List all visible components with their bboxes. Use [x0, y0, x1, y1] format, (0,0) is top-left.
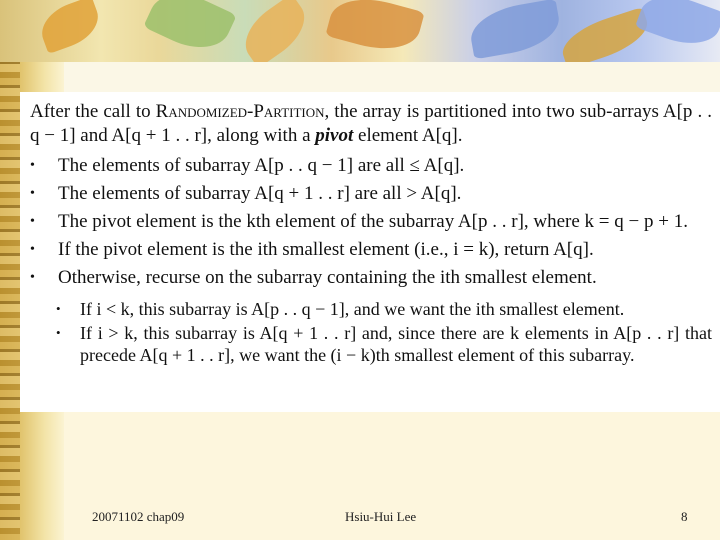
- intro-text: After the call to: [30, 101, 156, 122]
- bullet-text: The elements of subarray A[p . . q − 1] are all ≤ A[q].: [58, 155, 465, 176]
- bullet-icon: •: [30, 242, 35, 257]
- sub-bullet-list: [56, 298, 712, 366]
- bullet-list: [30, 154, 712, 290]
- leaf-banner: [0, 0, 720, 62]
- list-item: [30, 210, 712, 234]
- leaf-shape: [325, 0, 424, 59]
- sub-bullet-text: If i > k, this subarray is A[q + 1 . . r] and, since there are k elements in A[p . . r] that precede A[q + 1 . . r], we want the (i − k)th smallest element of this subarray.: [80, 323, 712, 365]
- list-item: [30, 154, 712, 178]
- procedure-name: Randomized-Partition: [155, 101, 325, 122]
- intro-text: element A[q].: [353, 125, 463, 146]
- list-item: [56, 298, 712, 320]
- leaf-shape: [635, 0, 720, 54]
- slide-body: [30, 100, 712, 368]
- list-item: [30, 182, 712, 206]
- footer-page-number: 8: [681, 509, 688, 524]
- list-item: [30, 238, 712, 262]
- footer-date: 20071102 chap09: [92, 509, 185, 524]
- list-item: [30, 266, 712, 290]
- bullet-icon: •: [30, 158, 35, 173]
- left-texture: [0, 0, 20, 540]
- header-gap: [64, 62, 720, 92]
- bullet-text: The pivot element is the kth element of the subarray A[p . . r], where k = q − p + 1.: [58, 211, 688, 232]
- pivot-term: pivot: [315, 125, 354, 146]
- list-item: [56, 322, 712, 366]
- bullet-icon: •: [30, 270, 35, 285]
- sub-bullet-text: If i < k, this subarray is A[p . . q − 1], and we want the ith smallest element.: [80, 299, 625, 319]
- bullet-icon: •: [56, 325, 61, 340]
- leaf-shape: [143, 0, 237, 61]
- bullet-text: Otherwise, recurse on the subarray containing the ith smallest element.: [58, 267, 597, 288]
- bullet-text: If the pivot element is the ith smallest element (i.e., i = k), return A[q].: [58, 239, 594, 260]
- bullet-icon: •: [30, 186, 35, 201]
- bullet-icon: •: [30, 214, 35, 229]
- intro-text: , the array is partitioned into two sub-arrays A[p . . q − 1] and A[q + 1 . . r], along with a: [30, 101, 712, 146]
- bullet-text: The elements of subarray A[q + 1 . . r] are all > A[q].: [58, 183, 462, 204]
- footer-author: Hsiu-Hui Lee: [345, 509, 417, 524]
- leaf-shape: [234, 0, 315, 62]
- intro-paragraph: [30, 100, 712, 148]
- leaf-shape: [35, 0, 105, 54]
- bullet-icon: •: [56, 301, 61, 316]
- leaf-shape: [467, 0, 564, 59]
